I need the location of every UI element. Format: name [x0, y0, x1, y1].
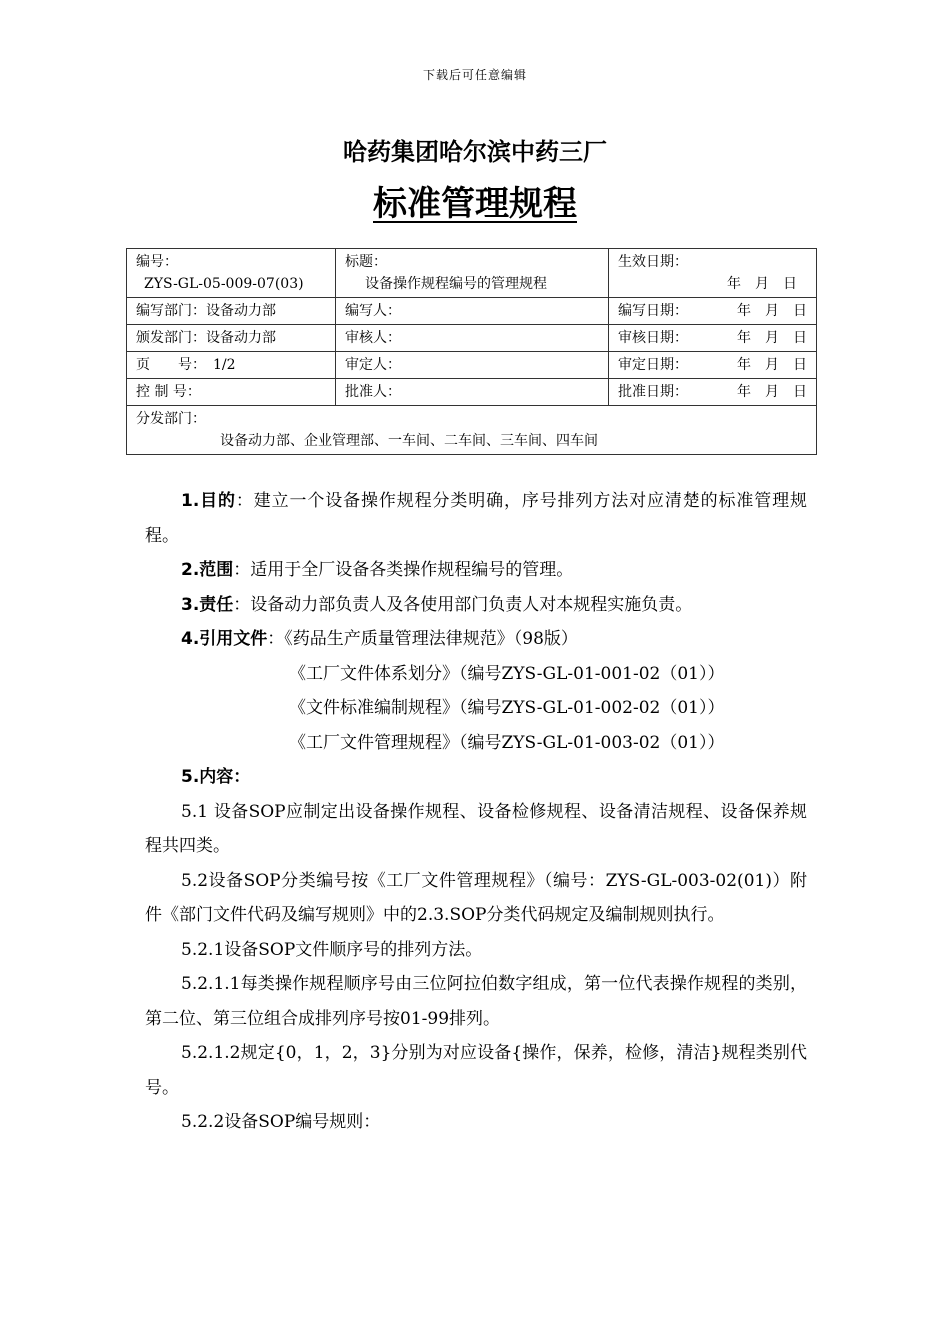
reference-item-3: 《工厂文件管理规程》（编号ZYS-GL-01-003-02（01））: [289, 732, 725, 753]
header-row-code: [127, 249, 817, 298]
section-references-text: ：《药品生产质量管理法律规范》（98版）: [267, 629, 578, 649]
distribution-cell: [127, 406, 817, 455]
section-scope-heading: 2.范围: [181, 560, 234, 580]
paragraph-5-2-1: 5.2.1设备SOP文件顺序号的排列方法。: [181, 939, 483, 960]
header-row-approver1: [127, 352, 817, 379]
reference-item-2: 《文件标准编制规程》（编号ZYS-GL-01-002-02（01））: [289, 698, 725, 718]
code-value: ZYS-GL-05-009-07(03): [144, 276, 304, 292]
subject-label: 标题：: [345, 254, 387, 270]
header-row-approver2: [127, 379, 817, 406]
section-purpose-text: ：建立一个设备操作规程分类明确，序号排列方法对应清楚的标准管理规程。: [145, 491, 808, 546]
paragraph-5-2-2: 5.2.2设备SOP编号规则：: [181, 1112, 381, 1132]
review-date-label: 审核日期：: [618, 330, 688, 346]
paragraph-5-2: 5.2设备SOP分类编号按《工厂文件管理规程》（编号：ZYS-GL-003-02(01)）附件《部门文件代码及编写规则》中的2.3.SOP分类代码规定及编制规则执行。: [145, 870, 807, 925]
effective-date-value: 年 月 日: [727, 276, 797, 292]
paragraph-5-2-1-2: 5.2.1.2规定{0，1，2，3}分别为对应设备{操作，保养，检修，清洁}规程类别代号。: [145, 1043, 807, 1098]
approve1-date-cell: [609, 352, 817, 379]
approve1-date-value: 年 月 日: [737, 357, 807, 373]
reference-item-1: 《工厂文件体系划分》（编号ZYS-GL-01-001-02（01））: [289, 663, 725, 684]
header-row-reviewer: [127, 325, 817, 352]
approve1-date-label: 审定日期：: [618, 357, 688, 373]
write-date-label: 编写日期：: [618, 303, 688, 319]
subject-cell: [336, 249, 609, 298]
writer-field: 编写人：: [336, 298, 609, 325]
approver1-field: 审定人：: [336, 352, 609, 379]
company-name: 哈药集团哈尔滨中药三厂: [343, 138, 607, 166]
section-references-heading: 4.引用文件: [181, 629, 268, 649]
section-responsibility-heading: 3.责任: [181, 594, 234, 615]
approve2-date-cell: [609, 379, 817, 406]
issue-dept: 颁发部门：设备动力部: [127, 325, 336, 352]
review-date-value: 年 月 日: [737, 330, 807, 346]
review-date-cell: [609, 325, 817, 352]
watermark-text: 下载后可任意编辑: [422, 68, 527, 82]
section-scope-text: ：适用于全厂设备各类操作规程编号的管理。: [233, 560, 574, 580]
section-purpose-heading: 1.目的: [181, 491, 236, 511]
subject-value: 设备操作规程编号的管理规程: [365, 276, 547, 292]
code-label: 编号：: [136, 254, 178, 270]
section-scope: [145, 553, 807, 588]
effective-date-label: 生效日期：: [618, 254, 688, 270]
section-responsibility: [145, 588, 807, 623]
write-date-value: 年 月 日: [737, 303, 807, 319]
distribution-list: 设备动力部、企业管理部、一车间、二车间、三车间、四车间: [220, 433, 598, 449]
approve2-date-value: 年 月 日: [737, 384, 807, 400]
approve2-date-label: 批准日期：: [618, 384, 688, 400]
header-row-writer: [127, 298, 817, 325]
section-references: [145, 622, 807, 657]
document-header-table: [126, 248, 817, 455]
author-dept: 编写部门：设备动力部: [127, 298, 336, 325]
reviewer-field: 审核人：: [336, 325, 609, 352]
header-row-distribution: [127, 406, 817, 455]
document-body: [145, 484, 807, 1140]
code-cell: [127, 249, 336, 298]
distribution-label: 分发部门：: [136, 411, 206, 427]
section-content-heading: 5.内容：: [181, 767, 251, 787]
section-responsibility-text: ：设备动力部负责人及各使用部门负责人对本规程实施负责。: [233, 594, 693, 615]
section-purpose: [145, 484, 807, 553]
paragraph-5-1: 5.1 设备SOP应制定出设备操作规程、设备检修规程、设备清洁规程、设备保养规程共四类。: [145, 801, 807, 856]
paragraph-5-2-1-1: 5.2.1.1每类操作规程顺序号由三位阿拉伯数字组成，第一位代表操作规程的类别，第二位、第三位组合成排列序号按01-99排列。: [145, 974, 807, 1029]
control-number: 控 制 号：: [127, 379, 336, 406]
approver2-field: 批准人：: [336, 379, 609, 406]
write-date-cell: [609, 298, 817, 325]
page-number: 页 号： 1/2: [127, 352, 336, 379]
document-title: 标准管理规程: [373, 184, 577, 224]
effective-date-cell: [609, 249, 817, 298]
